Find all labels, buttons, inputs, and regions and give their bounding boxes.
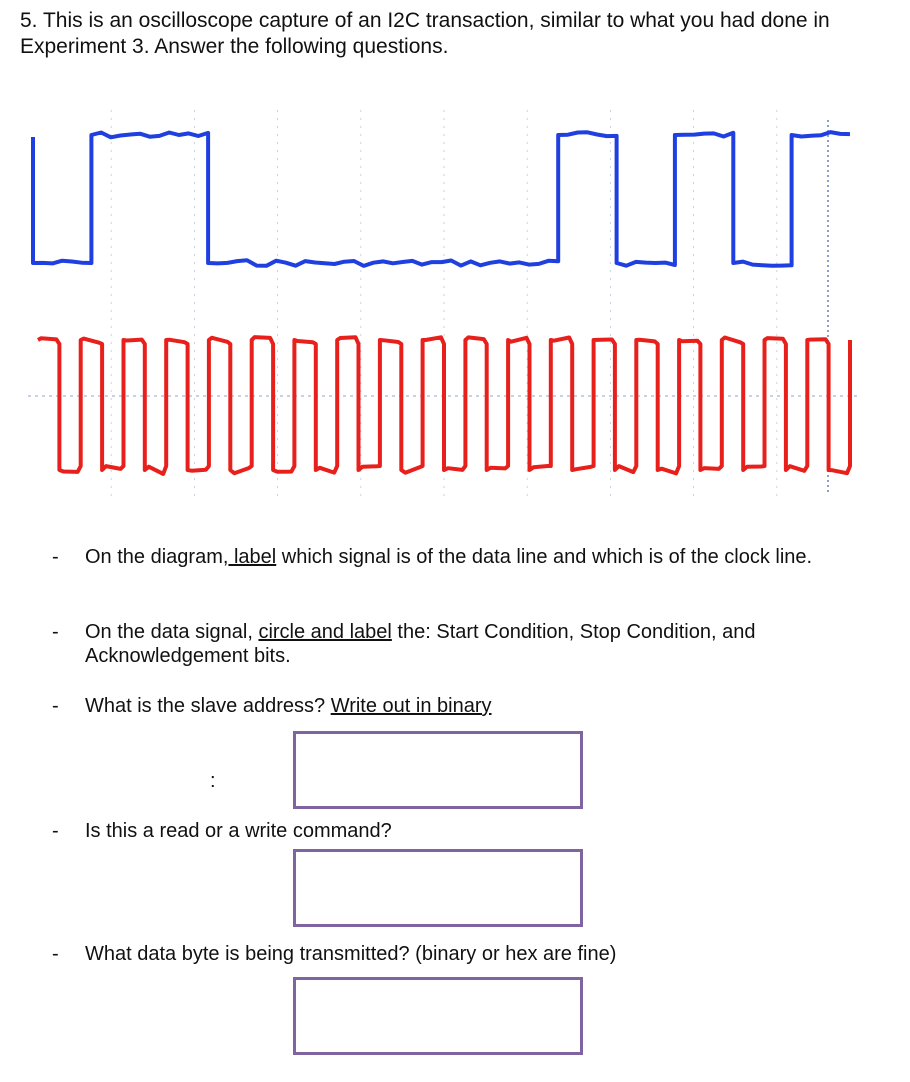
question-text <box>20 8 880 60</box>
bullet-dash: - <box>52 695 59 717</box>
bullet-dash: - <box>52 943 59 965</box>
read-write-answer-box[interactable] <box>293 849 583 927</box>
question-number: 5. <box>20 9 38 32</box>
bullet-dash: - <box>52 621 59 643</box>
instruction-text: What data byte is being transmitted? (binary or hex are fine) <box>85 943 617 965</box>
data-byte-answer-box[interactable] <box>293 977 583 1055</box>
bullet-dash: - <box>52 820 59 842</box>
question-body: This is an oscilloscope capture of an I2C transaction, similar to what you had done in Experiment 3. Answer the following questions. <box>20 9 830 58</box>
oscilloscope-image <box>28 110 860 500</box>
instruction-text: Is this a read or a write command? <box>85 820 392 842</box>
emphasis: circle and label <box>258 621 392 643</box>
instruction-text: On the data signal, circle and label the: Start Condition, Stop Condition, and Acknowledgement bits. <box>85 621 756 667</box>
slave-address-answer-box[interactable] <box>293 731 583 809</box>
data-signal-trace <box>33 132 850 266</box>
instruction-text: On the diagram, label which signal is of the data line and which is of the clock line. <box>85 546 813 568</box>
oscilloscope-capture <box>28 110 860 500</box>
stray-colon: : <box>210 770 216 792</box>
emphasis: label <box>228 546 277 568</box>
bullet-dash: - <box>52 546 59 568</box>
instruction-text: What is the slave address? Write out in binary <box>85 695 492 717</box>
clock-signal-trace <box>38 337 850 474</box>
emphasis: Write out in binary <box>330 695 492 717</box>
